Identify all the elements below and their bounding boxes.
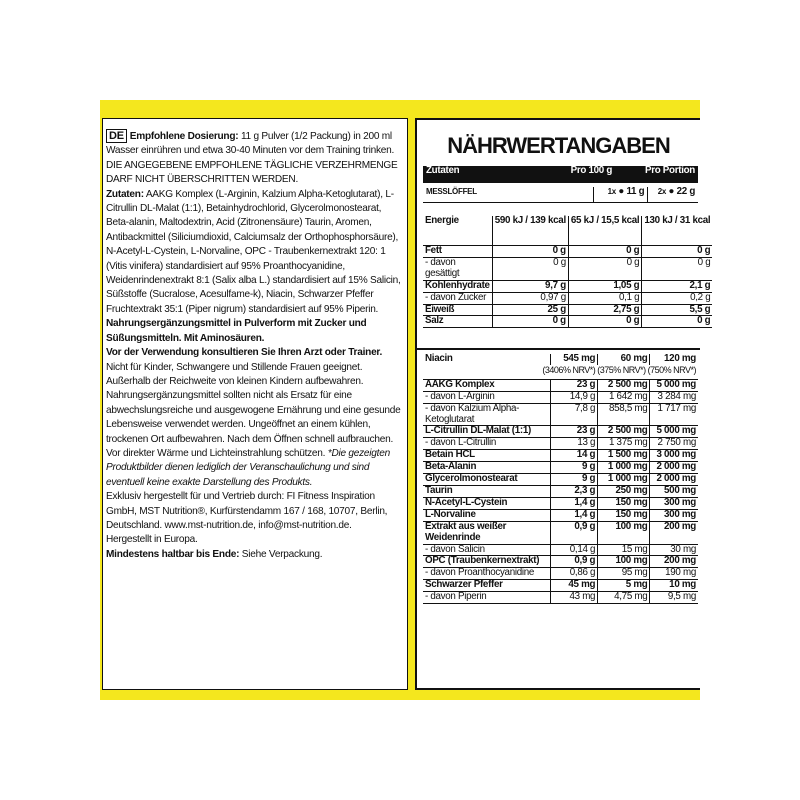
nutrient-name: - davon Proanthocyanidine	[423, 568, 550, 580]
value-1x: 4,75 mg	[598, 592, 650, 604]
value-1x: 1 375 mg	[598, 438, 650, 450]
table-row	[423, 474, 698, 486]
value-1x: 2 500 mg	[598, 426, 650, 438]
value-1x: 1 642 mg	[598, 391, 650, 403]
value-2x: 200 mg	[650, 521, 698, 544]
value-2x: 500 mg	[650, 485, 698, 497]
value-2x: 130 kJ / 31 kcal	[642, 216, 713, 246]
value-2x: 5,5 g	[642, 304, 713, 316]
value-100g: 0 g	[492, 246, 568, 258]
header-ingredients: Zutaten	[423, 166, 563, 183]
origin-text: Hergestellt in Europa.	[106, 534, 198, 546]
value-100g: 23 g	[550, 379, 597, 391]
value-100g: 1,4 g	[550, 509, 597, 521]
table-row	[423, 365, 698, 379]
nutrient-name: Salz	[423, 316, 492, 328]
ingredients-list: AAKG Komplex (L-Arginin, Kalzium Alpha-Ketoglutarat), L-Citrullin DL-Malat (1:1), Betainhydrochlorid, Glycerolmonostearat, Beta-alanin, Maltodextrin, Acid (Zitronensäure) Taurin, Aromen, Antibackmittel (Siliciumdioxid, Calciumsalz der Orthophosphorsäure), N-Acetyl-L-Cystein, L-Norvaline, OPC - Traubenkernextrakt 120: 1 (Vitis vinifera) standardisiert auf 95% Proanthocyanidine, Weidenrindenextrakt 8:1 (Salix alba L.) standardisiert auf 15% Salicin, Süßstoffe (Sucralose, Acesulfame-k), Niacin, Schwarzer Pfeffer Fruchtextrakt 35:1 (Piper nigrum) standardisiert auf 95% Piperin.	[106, 188, 401, 315]
table-row	[423, 246, 712, 258]
ingredients-label: Zutaten:	[106, 188, 144, 200]
value-2x: 300 mg	[650, 509, 698, 521]
nutrient-name: Extrakt aus weißer Weidenrinde	[423, 521, 550, 544]
value-2x: 0 g	[642, 316, 713, 328]
value-1x: 150 mg	[598, 497, 650, 509]
nutrient-name: Energie	[423, 216, 492, 246]
table-row	[423, 257, 712, 280]
value-100g: 9,7 g	[492, 280, 568, 292]
value-1x: 0 g	[568, 316, 641, 328]
consult-label: Vor der Verwendung konsultieren Sie Ihren Arzt oder Trainer.	[106, 347, 383, 359]
table-row	[423, 403, 698, 426]
value-1x: 150 mg	[598, 509, 650, 521]
table-row	[423, 497, 698, 509]
value-2x: 0,2 g	[642, 292, 713, 304]
value-100g: 45 mg	[550, 580, 597, 592]
table-row	[423, 485, 698, 497]
value-100g: 545 mg	[550, 354, 597, 365]
value-1x: 2 500 mg	[598, 379, 650, 391]
nutrient-name: Schwarzer Pfeffer	[423, 580, 550, 592]
table-row	[423, 450, 698, 462]
nutrient-name: Niacin	[425, 353, 453, 364]
scoop-label: MESSLÖFFEL	[423, 187, 549, 203]
best-before-text: Siehe Verpackung.	[241, 548, 323, 560]
nutrient-name: L-Norvaline	[423, 509, 550, 521]
scoop-2x-value: 22 g	[676, 186, 695, 197]
value-2x: 0 g	[642, 246, 713, 258]
table-row	[423, 292, 712, 304]
value-2x: 9,5 mg	[650, 592, 698, 604]
table-row	[423, 316, 712, 328]
nutrient-name: OPC (Traubenkernextrakt)	[423, 556, 550, 568]
value-1x: 1 000 mg	[598, 462, 650, 474]
value-1x: 1,05 g	[568, 280, 641, 292]
value-1x: 95 mg	[598, 568, 650, 580]
value-100g: 2,3 g	[550, 485, 597, 497]
value-100g: 0,9 g	[550, 521, 597, 544]
nutrient-name: Beta-Alanin	[423, 462, 550, 474]
value-1x: 65 kJ / 15,5 kcal	[568, 216, 641, 246]
value-1x: 15 mg	[598, 544, 650, 556]
value-100g: 9 g	[550, 462, 597, 474]
section-divider	[417, 348, 700, 350]
value-2x: 300 mg	[650, 497, 698, 509]
dosage-label: Empfohlene Dosierung:	[129, 131, 239, 142]
nutrition-table-actives	[423, 354, 698, 604]
nutrient-name: - davon L-Arginin	[423, 391, 550, 403]
dosage-text: 11 g Pulver (1/2 Packung) in 200 ml Wasser einrühren und etwa 30-40 Minuten vor dem Training trinken. DIE ANGEGEBENE EMPFOHLENE TÄGLICHE VERZEHRMENGE DARF NICHT ÜBERSCHRITTEN WERDEN.	[106, 131, 398, 186]
value-100g: 14 g	[550, 450, 597, 462]
value-1x: 1 500 mg	[598, 450, 650, 462]
ingredients-text	[106, 129, 402, 562]
table-row	[423, 521, 698, 544]
nutrition-panel	[415, 118, 711, 690]
nutrition-table-main	[423, 216, 712, 328]
nutrient-name: Kohlenhydrate	[423, 280, 492, 292]
value-1x: 5 mg	[598, 580, 650, 592]
table-row	[423, 426, 698, 438]
value-100g: 0 g	[492, 316, 568, 328]
niacin-nrv: (3406% NRV*) (375% NRV*) (750% NRV*)	[423, 365, 698, 379]
value-2x: 200 mg	[650, 556, 698, 568]
value-100g: 7,8 g	[550, 403, 597, 426]
nutrient-name: - davon Kalzium Alpha-Ketoglutarat	[423, 403, 550, 426]
value-1x: 100 mg	[598, 521, 650, 544]
warning-text: Nicht für Kinder, Schwangere und Stillende Frauen geeignet. Außerhalb der Reichweite von kleinen Kindern aufbewahren. Nahrungsergänzungsmittel sollten nicht als Ersatz für eine abwechslungsreiche und ausgewogene Ernährung und eine gesunde Lebensweise verwendet werden. Ungeöffnet an einem kühlen, trockenen Ort aufbewahren. Nach dem Öffnen schnell aufbrauchen. Vor direkter Wärme und Lichteinstrahlung schützen.	[106, 361, 401, 459]
header-per-100g: Pro 100 g	[563, 166, 615, 183]
value-1x: 100 mg	[598, 556, 650, 568]
nutrient-name: Fett	[423, 246, 492, 258]
header-per-portion: Pro Portion	[615, 166, 698, 183]
best-before-label: Mindestens haltbar bis Ende:	[106, 548, 240, 560]
table-row	[423, 354, 698, 365]
value-100g: 25 g	[492, 304, 568, 316]
scoop-1x-value: 11 g	[626, 186, 645, 197]
value-1x: 858,5 mg	[598, 403, 650, 426]
nutrient-name: Eiweiß	[423, 304, 492, 316]
language-badge: DE	[106, 129, 127, 143]
nutrient-name: Taurin	[423, 485, 550, 497]
table-row	[423, 568, 698, 580]
value-2x: 2 000 mg	[650, 462, 698, 474]
value-2x: 2 000 mg	[650, 474, 698, 486]
nutrient-name: - davon Salicin	[423, 544, 550, 556]
table-row	[423, 438, 698, 450]
nutrient-name: AAKG Komplex	[423, 379, 550, 391]
value-100g: 0,14 g	[550, 544, 597, 556]
nutrition-title: NÄHRWERTANGABEN	[447, 133, 670, 158]
disclaimer-text: *Die gezeigten Produktbilder dienen lediglich der Veranschaulichung und sind eventuell keine exakte Darstellung des Produkts.	[106, 447, 390, 488]
value-1x: 2,75 g	[568, 304, 641, 316]
value-100g: 0,97 g	[492, 292, 568, 304]
product-type-text: Nahrungsergänzungsmittel in Pulverform mit Zucker und Süßungsmitteln. Mit Aminosäuren.	[106, 318, 367, 344]
value-1x: 1 000 mg	[598, 474, 650, 486]
value-1x: 0 g	[568, 257, 641, 280]
value-2x: 2 750 mg	[650, 438, 698, 450]
nutrient-name: N-Acetyl-L-Cystein	[423, 497, 550, 509]
scoop-icon: ●	[668, 186, 675, 197]
nutrient-name: - davon Piperin	[423, 592, 550, 604]
nutrient-name: Glycerolmonostearat	[423, 474, 550, 486]
table-row	[423, 304, 712, 316]
scoop-count-2x: 2x	[657, 187, 667, 196]
value-2x: 30 mg	[650, 544, 698, 556]
table-row	[423, 379, 698, 391]
value-2x: 3 000 mg	[650, 450, 698, 462]
value-2x: 10 mg	[650, 580, 698, 592]
value-100g: 9 g	[550, 474, 597, 486]
value-100g: 14,9 g	[550, 391, 597, 403]
value-2x: 2,1 g	[642, 280, 713, 292]
value-2x: 5 000 mg	[650, 426, 698, 438]
table-row	[423, 509, 698, 521]
value-100g: 43 mg	[550, 592, 597, 604]
value-100g: 0,9 g	[550, 556, 597, 568]
value-2x: 3 284 mg	[650, 391, 698, 403]
table-row	[423, 462, 698, 474]
nutrient-name: - davon gesättigt	[423, 257, 492, 280]
value-1x: 60 mg	[598, 354, 650, 365]
value-2x: 120 mg	[650, 354, 698, 365]
table-row	[423, 580, 698, 592]
table-row	[423, 216, 712, 246]
nutrient-name: - davon L-Citrullin	[423, 438, 550, 450]
table-row	[423, 544, 698, 556]
value-2x: 0 g	[642, 257, 713, 280]
distributor-text: Exklusiv hergestellt für und Vertrieb durch: FI Fitness Inspiration GmbH, MST Nutrition®, Kurfürstendamm 167 / 168, 10707, Berlin, Deutschland. www.mst-nutrition.de, info@mst-nutrition.de.	[106, 491, 388, 531]
value-100g: 590 kJ / 139 kcal	[492, 216, 568, 246]
nutrient-name: Betain HCL	[423, 450, 550, 462]
value-2x: 5 000 mg	[650, 379, 698, 391]
nutrient-name: - davon Zucker	[423, 292, 492, 304]
scoop-1x	[593, 187, 648, 203]
value-100g: 0,86 g	[550, 568, 597, 580]
value-2x: 1 717 mg	[650, 403, 698, 426]
scoop-count-1x: 1x	[607, 187, 616, 196]
value-1x: 250 mg	[598, 485, 650, 497]
value-100g: 13 g	[550, 438, 597, 450]
value-1x: 0,1 g	[568, 292, 641, 304]
value-2x: 190 mg	[650, 568, 698, 580]
scoop-row	[423, 187, 698, 203]
value-100g: 0 g	[492, 257, 568, 280]
scoop-icon: ●	[618, 186, 624, 197]
nutrition-header	[423, 166, 698, 183]
value-100g: 1,4 g	[550, 497, 597, 509]
ingredients-panel	[102, 118, 408, 690]
table-row	[423, 391, 698, 403]
nutrient-name: L-Citrullin DL-Malat (1:1)	[423, 426, 550, 438]
value-100g: 23 g	[550, 426, 597, 438]
table-row	[423, 556, 698, 568]
table-row	[423, 280, 712, 292]
table-row	[423, 592, 698, 604]
scoop-2x	[648, 187, 698, 203]
value-1x: 0 g	[568, 246, 641, 258]
